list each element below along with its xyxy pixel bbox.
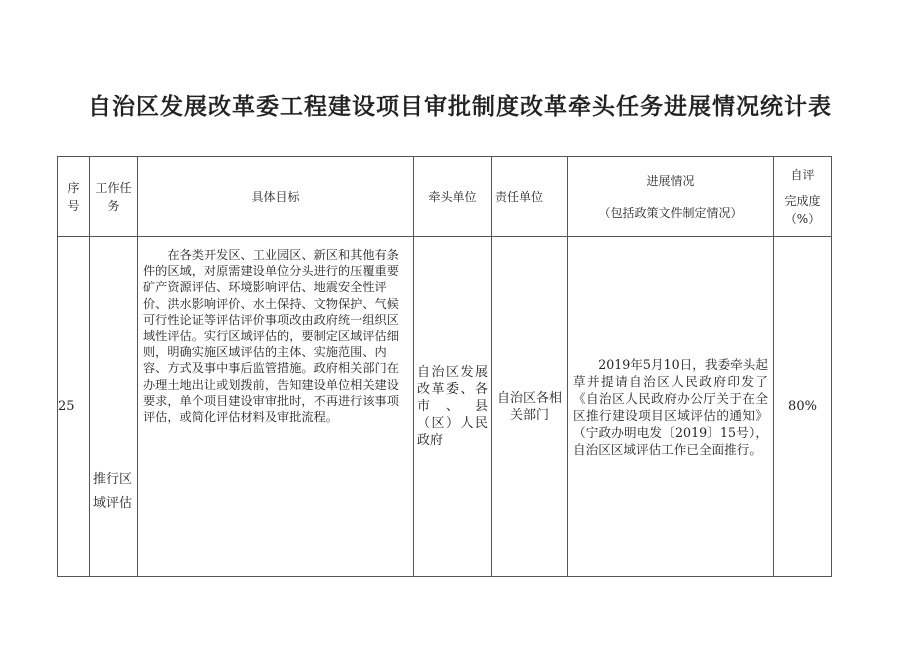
- progress-text: 2019年5月10日，我委牵头起草并提请自治区人民政府印发了《自治区人民政府办公厅关于在全区推行建设项目区域评估的通知》（宁政办明电发〔2019〕15号），自治区区域评估工作已全面推行。: [573, 356, 768, 457]
- header-rate: [774, 157, 832, 237]
- table-header-row: [58, 157, 832, 237]
- cell-resp-unit: 自治区各相关部门: [492, 237, 568, 577]
- header-lead-unit: 牵头单位: [414, 157, 492, 237]
- cell-seq: 25: [58, 237, 90, 577]
- header-seq: 序号: [58, 157, 90, 237]
- page-title: 自治区发展改革委工程建设项目审批制度改革牵头任务进展情况统计表: [88, 94, 832, 120]
- cell-progress: [568, 237, 774, 577]
- header-progress-line2: （包括政策文件制定情况）: [598, 205, 743, 220]
- table-row: [58, 237, 832, 577]
- header-progress-line1: 进展情况: [646, 173, 695, 188]
- header-progress: [568, 157, 774, 237]
- header-rate-line1: 自评: [790, 167, 815, 182]
- header-rate-line3: （%）: [784, 211, 821, 226]
- header-rate-line2: 完成度: [784, 193, 821, 208]
- goal-text: 在各类开发区、工业园区、新区和其他有条件的区域，对原需建设单位分头进行的压覆重要矿产资源评估、环境影响评估、地震安全性评价、洪水影响评价、水土保持、文物保护、气候可行性论证等评估评价事项改由政府统一组织区域性评估。实行区域评估的，要制定区域评估细则，明确实施区域评估的主体、实施范围、内容、方式及事中事后监管措施。政府相关部门在办理土地出让或划拨前，告知建设单位相关建设要求，单个项目建设审审批时，不再进行该事项评估，或简化评估材料及审批流程。: [143, 248, 399, 425]
- cell-lead-unit: 自治区发展改革委、各市、县（区）人民政府: [414, 237, 492, 577]
- header-goal: 具体目标: [138, 157, 414, 237]
- cell-rate: 80%: [774, 237, 832, 577]
- header-resp-unit: 责任单位: [492, 157, 568, 237]
- header-task: 工作任务: [90, 157, 138, 237]
- cell-task: 推行区域评估: [90, 237, 138, 577]
- progress-table: [57, 156, 832, 577]
- cell-goal: [138, 237, 414, 577]
